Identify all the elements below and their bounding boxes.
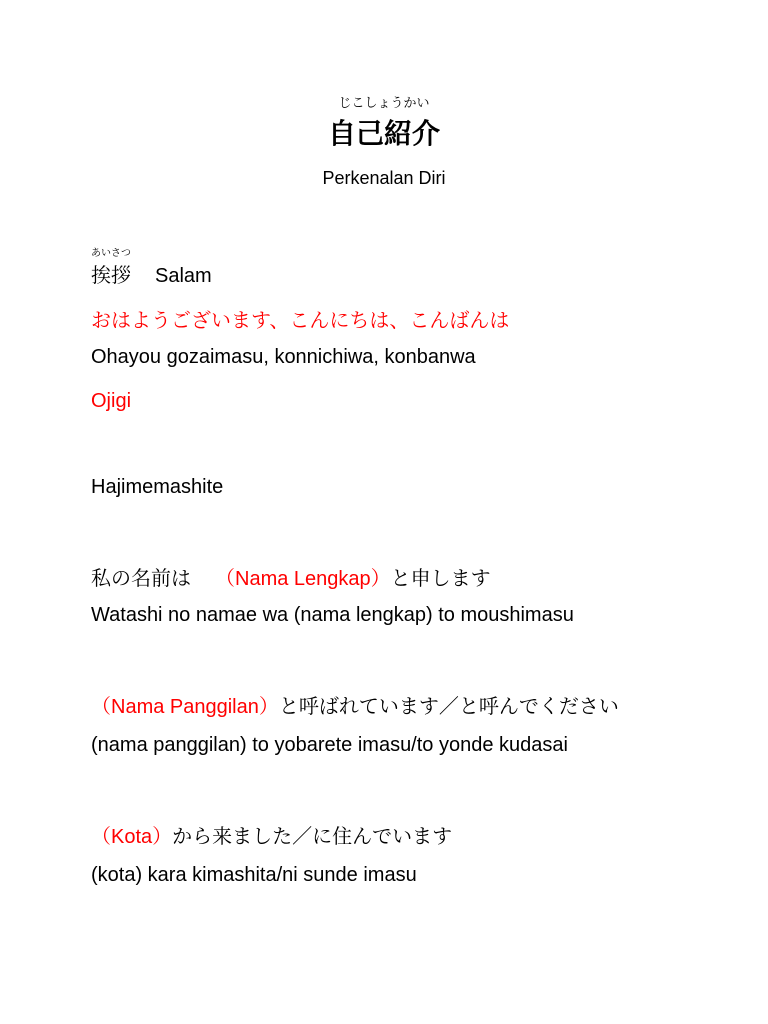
- greeting-ruby: あいさつ: [91, 248, 131, 259]
- intro-romaji: Hajimemashite: [91, 476, 224, 498]
- greeting-kanji: 挨拶: [91, 263, 131, 287]
- greeting-label: Salam: [155, 265, 212, 287]
- full-name-prefix: 私の名前は: [91, 566, 191, 590]
- full-name-placeholder: （Nama Lengkap）: [215, 568, 391, 590]
- full-name-romaji: Watashi no namae wa (nama lengkap) to moushimasu: [91, 604, 574, 626]
- nickname-japanese: [91, 690, 619, 719]
- greeting-gesture: Ojigi: [91, 390, 132, 412]
- full-name-japanese: [91, 562, 491, 591]
- city-japanese: [91, 820, 452, 849]
- city-placeholder: （Kota）: [91, 826, 173, 848]
- greeting-heading: [91, 259, 212, 288]
- page-subtitle: Perkenalan Diri: [322, 168, 446, 188]
- city-suffix: から来ました／に住んでいます: [172, 824, 453, 848]
- nickname-romaji: (nama panggilan) to yobarete imasu/to yonde kudasai: [91, 734, 568, 756]
- full-name-suffix: と申します: [390, 566, 491, 590]
- page-title: 自己紹介: [327, 117, 440, 150]
- nickname-placeholder: （Nama Panggilan）: [91, 696, 279, 718]
- nickname-suffix: と呼ばれています／と呼んでください: [278, 694, 619, 718]
- title-ruby: じこしょうかい: [338, 96, 430, 111]
- greeting-japanese: おはようございます、こんにちは、こんばんは: [91, 308, 510, 332]
- greeting-romaji: Ohayou gozaimasu, konnichiwa, konbanwa: [91, 346, 476, 368]
- city-romaji: (kota) kara kimashita/ni sunde imasu: [91, 864, 417, 886]
